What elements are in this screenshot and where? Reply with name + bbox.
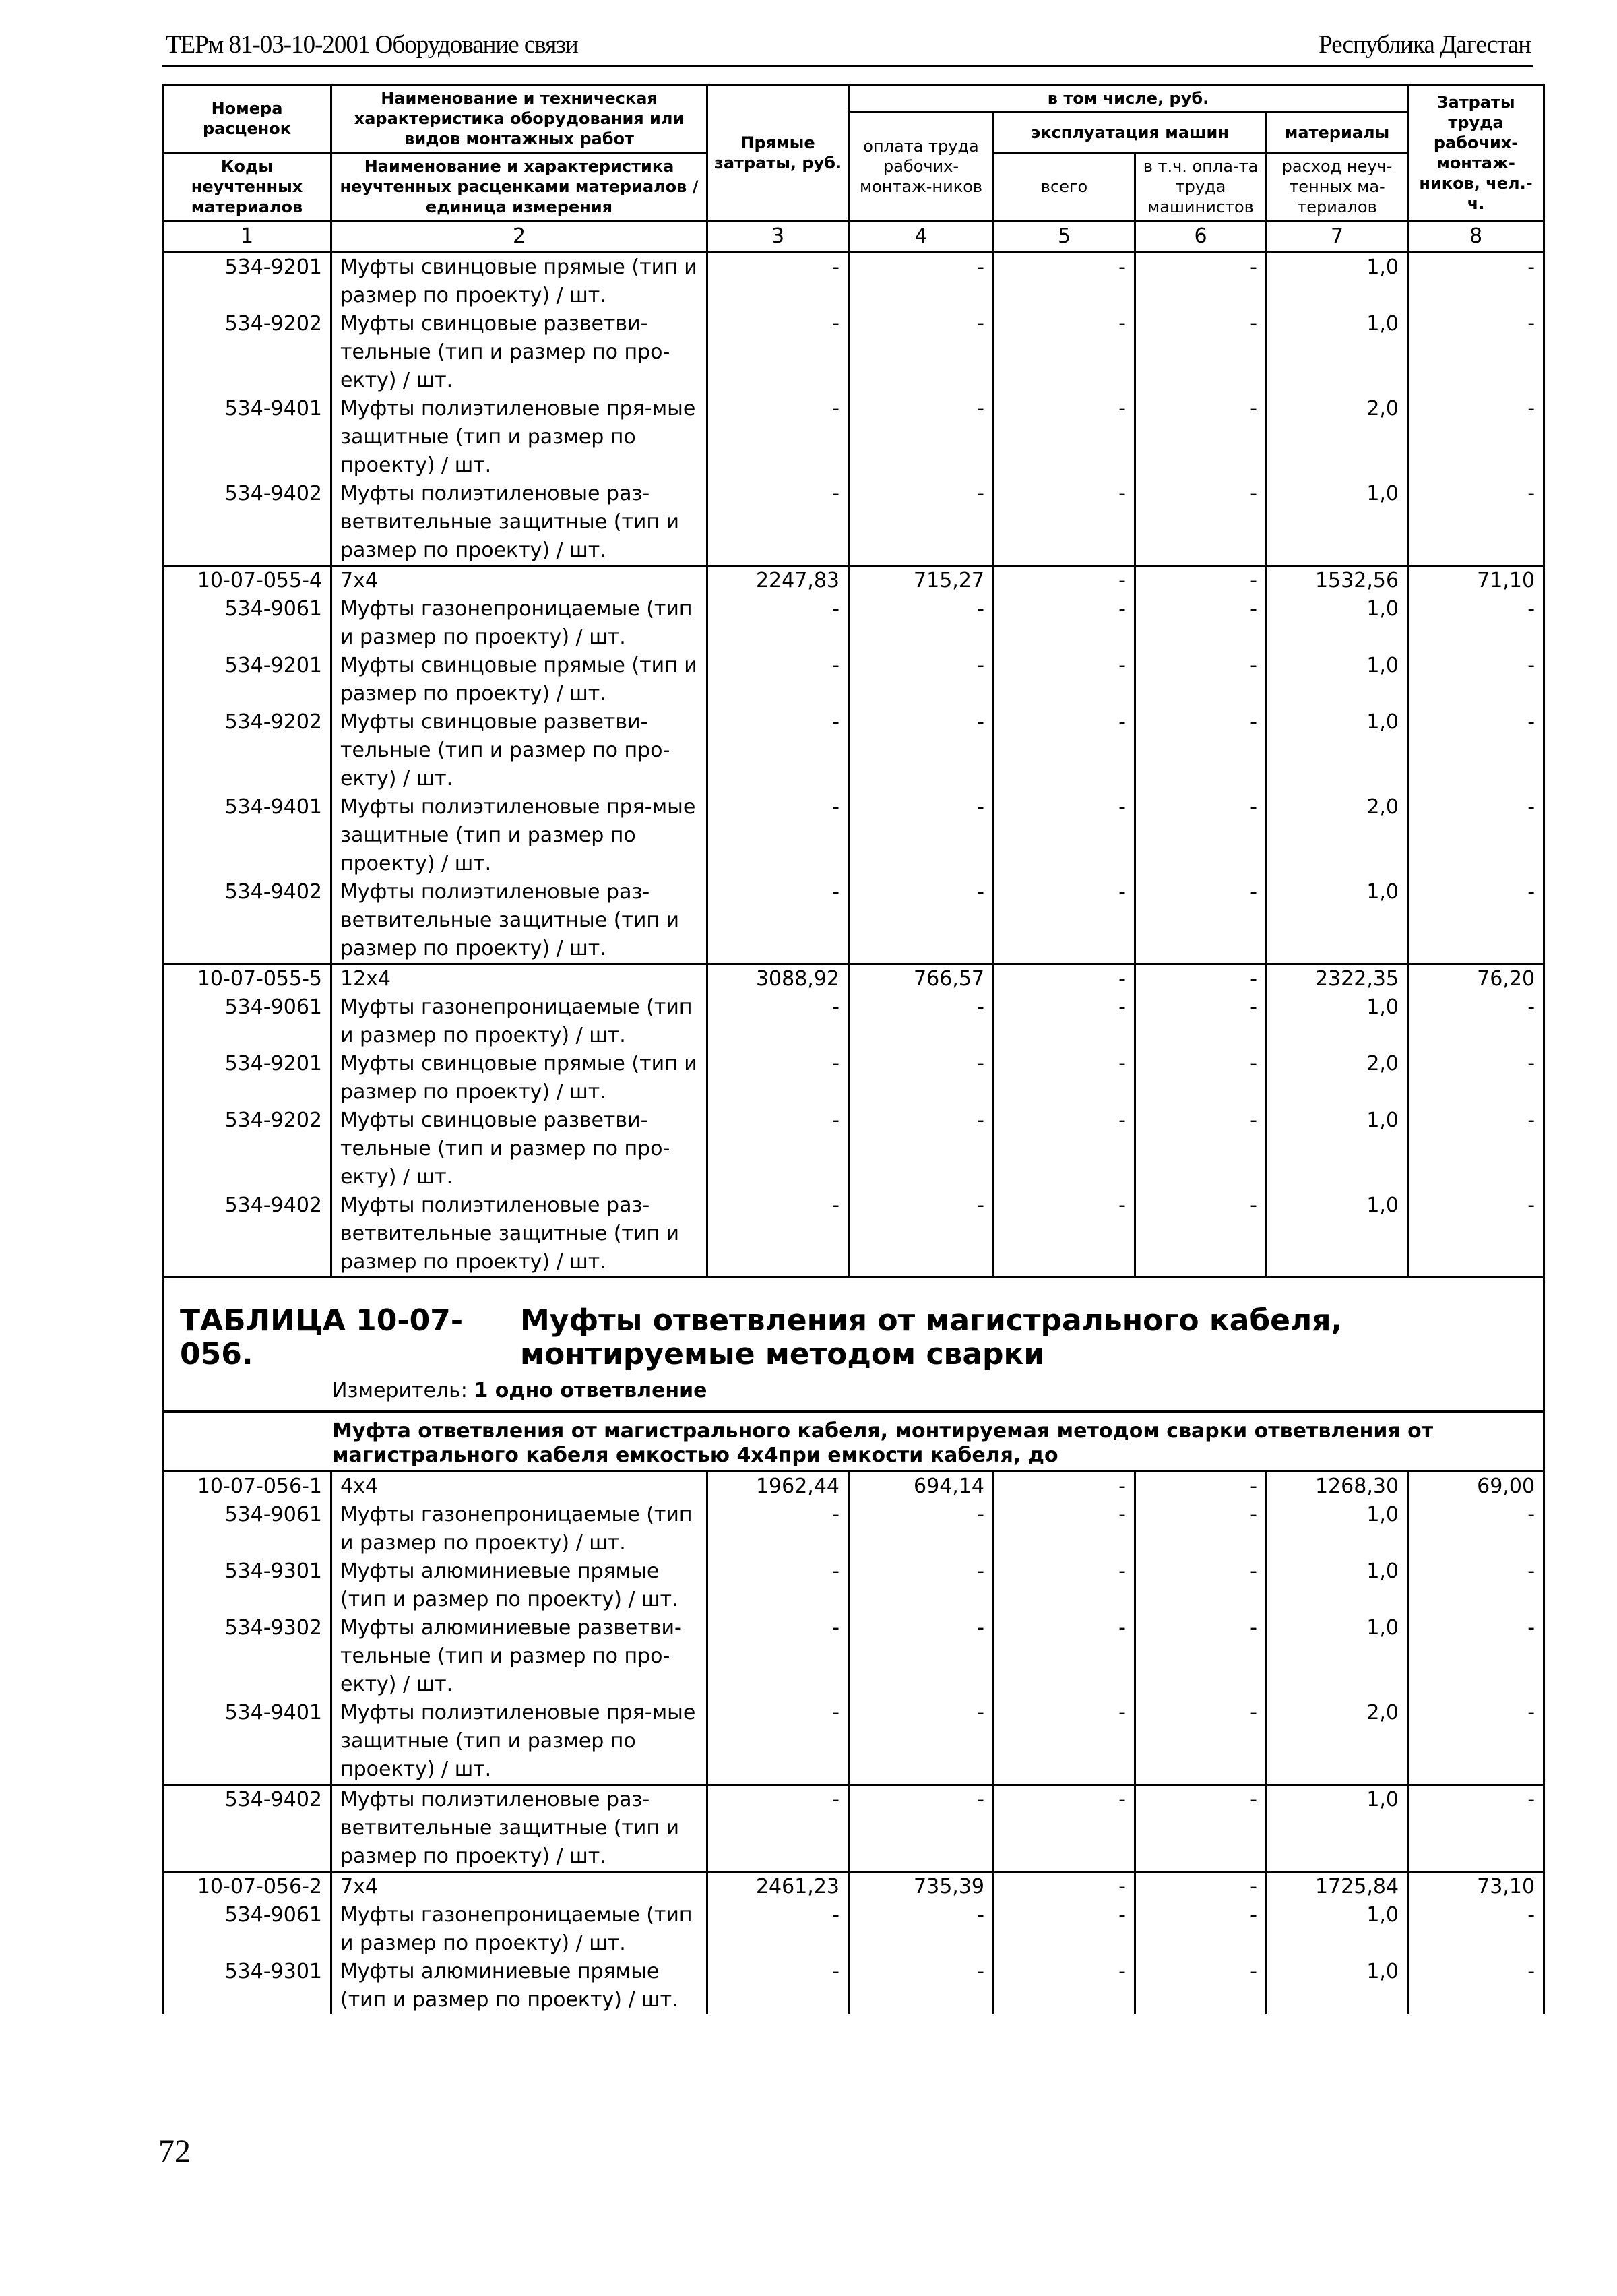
machines-total-cell: -: [994, 480, 1135, 566]
workers-pay-cell: -: [849, 1614, 994, 1699]
table-row: [163, 878, 1544, 964]
column-number: 7: [1267, 221, 1408, 253]
labor-hours-cell: -: [1408, 595, 1544, 652]
rate-name-cell: Муфты свинцовые разветви-тельные (тип и размер по про-екту) / шт.: [331, 310, 707, 395]
machinists-pay-cell: -: [1135, 652, 1267, 708]
table-row: [163, 310, 1544, 395]
table-row: [163, 253, 1544, 311]
labor-hours-cell: -: [1408, 253, 1544, 311]
direct-costs-cell: -: [707, 793, 849, 878]
materials-usage-cell: 2,0: [1267, 395, 1408, 480]
direct-costs-cell: -: [707, 1614, 849, 1699]
machines-total-cell: -: [994, 595, 1135, 652]
table-row: [163, 993, 1544, 1050]
column-number: 8: [1408, 221, 1544, 253]
workers-pay-cell: -: [849, 480, 994, 566]
rate-code-cell: 534-9201: [163, 253, 331, 311]
workers-pay-cell: -: [849, 1050, 994, 1107]
col-header-workers-pay: оплата труда рабочих-монтаж-ников: [849, 113, 994, 221]
labor-hours-cell: -: [1408, 652, 1544, 708]
rate-name-cell: Муфты свинцовые прямые (тип и размер по проекту) / шт.: [331, 253, 707, 311]
labor-hours-cell: -: [1408, 993, 1544, 1050]
materials-usage-cell: 1725,84: [1267, 1872, 1408, 1902]
rate-name-cell: Муфты полиэтиленовые пря-мые защитные (тип и размер по проекту) / шт.: [331, 793, 707, 878]
rates-table-container: [162, 84, 1543, 2014]
materials-usage-cell: 1,0: [1267, 1901, 1408, 1958]
rate-code-cell: 10-07-055-5: [163, 964, 331, 994]
col-header-materials: материалы: [1267, 113, 1408, 153]
materials-usage-cell: 1,0: [1267, 1107, 1408, 1191]
rates-block-5: [163, 1785, 1544, 1872]
labor-hours-cell: -: [1408, 1785, 1544, 1872]
workers-pay-cell: -: [849, 793, 994, 878]
rate-name-cell: Муфты полиэтиленовые раз-ветвительные защитные (тип и размер по проекту) / шт.: [331, 480, 707, 566]
col-header-material-codes: Коды неучтенных материалов: [163, 153, 331, 221]
labor-hours-cell: -: [1408, 1107, 1544, 1191]
rate-code-cell: 534-9402: [163, 480, 331, 566]
table-row: [163, 1050, 1544, 1107]
col-header-machine-operation: эксплуатация машин: [994, 113, 1267, 153]
direct-costs-cell: -: [707, 253, 849, 311]
rate-code-cell: 534-9202: [163, 310, 331, 395]
machinists-pay-cell: -: [1135, 1901, 1267, 1958]
rate-name-cell: 4х4: [331, 1472, 707, 1501]
rate-name-cell: Муфты полиэтиленовые пря-мые защитные (тип и размер по проекту) / шт.: [331, 395, 707, 480]
labor-hours-cell: -: [1408, 793, 1544, 878]
table-row: [163, 1872, 1544, 1902]
group-title: Муфта ответвления от магистрального кабеля, монтируемая методом сварки ответвления от магистрального кабеля емкостью 4х4при емкости кабеля, до: [163, 1412, 1544, 1472]
direct-costs-cell: 2247,83: [707, 566, 849, 596]
rate-code-cell: 534-9061: [163, 1901, 331, 1958]
direct-costs-cell: 2461,23: [707, 1872, 849, 1902]
machinists-pay-cell: -: [1135, 566, 1267, 596]
machinists-pay-cell: -: [1135, 1958, 1267, 2014]
direct-costs-cell: -: [707, 1958, 849, 2014]
header-row-1: [163, 85, 1544, 113]
machines-total-cell: -: [994, 1699, 1135, 1785]
materials-usage-cell: 1,0: [1267, 480, 1408, 566]
workers-pay-cell: -: [849, 253, 994, 311]
col-header-machinists-pay: в т.ч. опла-та труда машинистов: [1135, 153, 1267, 221]
rate-code-cell: 534-9402: [163, 1785, 331, 1872]
labor-hours-cell: -: [1408, 1557, 1544, 1614]
machines-total-cell: -: [994, 253, 1135, 311]
rate-name-cell: Муфты газонепроницаемые (тип и размер по проекту) / шт.: [331, 595, 707, 652]
labor-hours-cell: -: [1408, 1050, 1544, 1107]
rate-name-cell: Муфты полиэтиленовые раз-ветвительные защитные (тип и размер по проекту) / шт.: [331, 878, 707, 964]
column-number: 3: [707, 221, 849, 253]
materials-usage-cell: 1,0: [1267, 993, 1408, 1050]
table-row: [163, 395, 1544, 480]
workers-pay-cell: -: [849, 1107, 994, 1191]
direct-costs-cell: -: [707, 708, 849, 793]
direct-costs-cell: -: [707, 1699, 849, 1785]
machines-total-cell: -: [994, 1785, 1135, 1872]
rates-table: [162, 84, 1545, 2014]
labor-hours-cell: 69,00: [1408, 1472, 1544, 1501]
rate-name-cell: Муфты алюминиевые разветви-тельные (тип и размер по про-екту) / шт.: [331, 1614, 707, 1699]
direct-costs-cell: -: [707, 1501, 849, 1557]
direct-costs-cell: 3088,92: [707, 964, 849, 994]
table-row: [163, 1901, 1544, 1958]
labor-hours-cell: -: [1408, 395, 1544, 480]
workers-pay-cell: -: [849, 652, 994, 708]
workers-pay-cell: -: [849, 1958, 994, 2014]
materials-usage-cell: 1,0: [1267, 1501, 1408, 1557]
materials-usage-cell: 1532,56: [1267, 566, 1408, 596]
table-row: [163, 1785, 1544, 1872]
direct-costs-cell: -: [707, 1557, 849, 1614]
rate-code-cell: 534-9401: [163, 395, 331, 480]
workers-pay-cell: -: [849, 1557, 994, 1614]
table-title-row: [163, 1278, 1544, 1375]
rates-block-3: [163, 964, 1544, 1278]
materials-usage-cell: 1,0: [1267, 1191, 1408, 1278]
machines-total-cell: -: [994, 652, 1135, 708]
labor-hours-cell: -: [1408, 1699, 1544, 1785]
column-number: 1: [163, 221, 331, 253]
materials-usage-cell: 1,0: [1267, 708, 1408, 793]
machines-total-cell: -: [994, 1614, 1135, 1699]
rate-name-cell: 7х4: [331, 566, 707, 596]
machines-total-cell: -: [994, 1107, 1135, 1191]
rate-code-cell: 534-9402: [163, 878, 331, 964]
materials-usage-cell: 1268,30: [1267, 1472, 1408, 1501]
machines-total-cell: -: [994, 1050, 1135, 1107]
direct-costs-cell: -: [707, 652, 849, 708]
col-header-labor-hours: Затраты труда рабочих-монтаж-ников, чел.-ч.: [1408, 85, 1544, 221]
column-number: 2: [331, 221, 707, 253]
labor-hours-cell: 71,10: [1408, 566, 1544, 596]
col-header-including: в том числе, руб.: [849, 85, 1408, 113]
machinists-pay-cell: -: [1135, 793, 1267, 878]
table-row: [163, 964, 1544, 994]
materials-usage-cell: 1,0: [1267, 253, 1408, 311]
materials-usage-cell: 2,0: [1267, 1699, 1408, 1785]
workers-pay-cell: -: [849, 1901, 994, 1958]
table-row: [163, 1557, 1544, 1614]
rate-name-cell: Муфты полиэтиленовые пря-мые защитные (тип и размер по проекту) / шт.: [331, 1699, 707, 1785]
machinists-pay-cell: -: [1135, 595, 1267, 652]
rate-name-cell: Муфты газонепроницаемые (тип и размер по проекту) / шт.: [331, 1501, 707, 1557]
direct-costs-cell: -: [707, 993, 849, 1050]
machines-total-cell: -: [994, 395, 1135, 480]
machines-total-cell: -: [994, 708, 1135, 793]
document-title: ТЕРм 81-03-10-2001 Оборудование связи: [166, 31, 578, 59]
labor-hours-cell: -: [1408, 1958, 1544, 2014]
labor-hours-cell: -: [1408, 310, 1544, 395]
workers-pay-cell: 766,57: [849, 964, 994, 994]
machines-total-cell: -: [994, 1872, 1135, 1902]
machinists-pay-cell: -: [1135, 1557, 1267, 1614]
direct-costs-cell: -: [707, 1107, 849, 1191]
table-row: [163, 480, 1544, 566]
direct-costs-cell: -: [707, 395, 849, 480]
machinists-pay-cell: -: [1135, 1501, 1267, 1557]
materials-usage-cell: 1,0: [1267, 595, 1408, 652]
rate-name-cell: Муфты свинцовые прямые (тип и размер по проекту) / шт.: [331, 652, 707, 708]
rate-code-cell: 534-9061: [163, 993, 331, 1050]
table-row: [163, 1501, 1544, 1557]
direct-costs-cell: -: [707, 1785, 849, 1872]
direct-costs-cell: 1962,44: [707, 1472, 849, 1501]
machinists-pay-cell: -: [1135, 708, 1267, 793]
direct-costs-cell: -: [707, 1191, 849, 1278]
running-header: [162, 23, 1533, 67]
table-row: [163, 793, 1544, 878]
machines-total-cell: -: [994, 566, 1135, 596]
direct-costs-cell: -: [707, 480, 849, 566]
group-title-row: [163, 1412, 1544, 1472]
rate-code-cell: 534-9401: [163, 793, 331, 878]
col-header-material-names: Наименование и характеристика неучтенных расценками материалов / единица измерения: [331, 153, 707, 221]
machines-total-cell: -: [994, 1191, 1135, 1278]
machinists-pay-cell: -: [1135, 395, 1267, 480]
table-row: [163, 1191, 1544, 1278]
rate-name-cell: Муфты свинцовые разветви-тельные (тип и размер по про-екту) / шт.: [331, 708, 707, 793]
col-header-work-name: Наименование и техническая характеристика оборудования или видов монтажных работ: [331, 85, 707, 153]
rate-code-cell: 534-9201: [163, 1050, 331, 1107]
machines-total-cell: -: [994, 878, 1135, 964]
machinists-pay-cell: -: [1135, 1872, 1267, 1902]
materials-usage-cell: 1,0: [1267, 310, 1408, 395]
machinists-pay-cell: -: [1135, 993, 1267, 1050]
rate-code-cell: 534-9402: [163, 1191, 331, 1278]
direct-costs-cell: -: [707, 1901, 849, 1958]
workers-pay-cell: -: [849, 395, 994, 480]
table-title: [163, 1278, 1544, 1375]
table-unit: [163, 1374, 1544, 1412]
machines-total-cell: -: [994, 1472, 1135, 1501]
materials-usage-cell: 1,0: [1267, 1785, 1408, 1872]
table-title-label: ТАБЛИЦА 10-07-056.: [180, 1303, 464, 1371]
direct-costs-cell: -: [707, 1050, 849, 1107]
workers-pay-cell: -: [849, 1191, 994, 1278]
workers-pay-cell: 735,39: [849, 1872, 994, 1902]
rate-code-cell: 534-9061: [163, 1501, 331, 1557]
workers-pay-cell: -: [849, 595, 994, 652]
rates-block-1: [163, 253, 1544, 566]
labor-hours-cell: -: [1408, 1191, 1544, 1278]
workers-pay-cell: -: [849, 310, 994, 395]
machinists-pay-cell: -: [1135, 1472, 1267, 1501]
machinists-pay-cell: -: [1135, 1785, 1267, 1872]
rate-code-cell: 534-9061: [163, 595, 331, 652]
table-row: [163, 1472, 1544, 1501]
column-number: 5: [994, 221, 1135, 253]
column-numbers-row: [163, 221, 1544, 253]
rate-name-cell: Муфты полиэтиленовые раз-ветвительные защитные (тип и размер по проекту) / шт.: [331, 1191, 707, 1278]
materials-usage-cell: 1,0: [1267, 878, 1408, 964]
table-title-text: Муфты ответвления от магистрального кабеля, монтируемые методом сварки: [520, 1303, 1343, 1371]
workers-pay-cell: -: [849, 1699, 994, 1785]
machines-total-cell: -: [994, 964, 1135, 994]
labor-hours-cell: 76,20: [1408, 964, 1544, 994]
page-number: 72: [158, 2134, 191, 2169]
rates-block-2: [163, 566, 1544, 964]
col-header-materials-usage: расход неуч-тенных ма-териалов: [1267, 153, 1408, 221]
rate-name-cell: 12х4: [331, 964, 707, 994]
labor-hours-cell: -: [1408, 878, 1544, 964]
workers-pay-cell: 715,27: [849, 566, 994, 596]
table-row: [163, 708, 1544, 793]
materials-usage-cell: 1,0: [1267, 652, 1408, 708]
materials-usage-cell: 2322,35: [1267, 964, 1408, 994]
labor-hours-cell: -: [1408, 708, 1544, 793]
materials-usage-cell: 2,0: [1267, 1050, 1408, 1107]
col-header-machines-total: всего: [994, 153, 1135, 221]
rate-code-cell: 534-9302: [163, 1614, 331, 1699]
workers-pay-cell: 694,14: [849, 1472, 994, 1501]
col-header-direct-costs: Прямые затраты, руб.: [707, 85, 849, 221]
materials-usage-cell: 1,0: [1267, 1614, 1408, 1699]
column-number: 4: [849, 221, 994, 253]
machinists-pay-cell: -: [1135, 310, 1267, 395]
materials-usage-cell: 1,0: [1267, 1557, 1408, 1614]
machines-total-cell: -: [994, 793, 1135, 878]
workers-pay-cell: -: [849, 993, 994, 1050]
rate-code-cell: 534-9301: [163, 1958, 331, 2014]
rate-code-cell: 534-9202: [163, 708, 331, 793]
col-header-rates-numbers: Номера расценок: [163, 85, 331, 153]
machinists-pay-cell: -: [1135, 964, 1267, 994]
rate-code-cell: 534-9201: [163, 652, 331, 708]
workers-pay-cell: -: [849, 878, 994, 964]
rate-name-cell: Муфты свинцовые прямые (тип и размер по проекту) / шт.: [331, 1050, 707, 1107]
labor-hours-cell: 73,10: [1408, 1872, 1544, 1902]
rate-code-cell: 10-07-055-4: [163, 566, 331, 596]
table-row: [163, 652, 1544, 708]
rates-block-4: [163, 1472, 1544, 1785]
workers-pay-cell: -: [849, 708, 994, 793]
rate-name-cell: Муфты полиэтиленовые раз-ветвительные защитные (тип и размер по проекту) / шт.: [331, 1785, 707, 1872]
rate-code-cell: 10-07-056-1: [163, 1472, 331, 1501]
unit-label: Измеритель:: [332, 1379, 468, 1402]
machinists-pay-cell: -: [1135, 1107, 1267, 1191]
workers-pay-cell: -: [849, 1785, 994, 1872]
rate-code-cell: 534-9401: [163, 1699, 331, 1785]
labor-hours-cell: -: [1408, 1614, 1544, 1699]
column-number: 6: [1135, 221, 1267, 253]
materials-usage-cell: 2,0: [1267, 793, 1408, 878]
machinists-pay-cell: -: [1135, 1614, 1267, 1699]
table-row: [163, 1614, 1544, 1699]
machines-total-cell: -: [994, 1557, 1135, 1614]
table-row: [163, 1699, 1544, 1785]
machinists-pay-cell: -: [1135, 480, 1267, 566]
machines-total-cell: -: [994, 310, 1135, 395]
direct-costs-cell: -: [707, 310, 849, 395]
rates-block-6: [163, 1872, 1544, 2015]
labor-hours-cell: -: [1408, 1501, 1544, 1557]
machinists-pay-cell: -: [1135, 1699, 1267, 1785]
rate-code-cell: 10-07-056-2: [163, 1872, 331, 1902]
table-row: [163, 566, 1544, 596]
machinists-pay-cell: -: [1135, 1050, 1267, 1107]
rate-name-cell: Муфты свинцовые разветви-тельные (тип и размер по про-екту) / шт.: [331, 1107, 707, 1191]
rate-name-cell: 7х4: [331, 1872, 707, 1902]
machinists-pay-cell: -: [1135, 253, 1267, 311]
labor-hours-cell: -: [1408, 480, 1544, 566]
labor-hours-cell: -: [1408, 1901, 1544, 1958]
machines-total-cell: -: [994, 1901, 1135, 1958]
machines-total-cell: -: [994, 993, 1135, 1050]
machines-total-cell: -: [994, 1501, 1135, 1557]
rate-name-cell: Муфты алюминиевые прямые (тип и размер по проекту) / шт.: [331, 1958, 707, 2014]
direct-costs-cell: -: [707, 878, 849, 964]
unit-value: 1 одно ответвление: [474, 1379, 707, 1402]
table-title-section: [163, 1278, 1544, 1472]
rate-name-cell: Муфты алюминиевые прямые (тип и размер по проекту) / шт.: [331, 1557, 707, 1614]
table-row: [163, 1107, 1544, 1191]
direct-costs-cell: -: [707, 595, 849, 652]
table-row: [163, 1958, 1544, 2014]
machinists-pay-cell: -: [1135, 878, 1267, 964]
rate-code-cell: 534-9301: [163, 1557, 331, 1614]
materials-usage-cell: 1,0: [1267, 1958, 1408, 2014]
rate-code-cell: 534-9202: [163, 1107, 331, 1191]
rate-name-cell: Муфты газонепроницаемые (тип и размер по проекту) / шт.: [331, 993, 707, 1050]
workers-pay-cell: -: [849, 1501, 994, 1557]
region-name: Республика Дагестан: [1319, 31, 1531, 59]
table-row: [163, 595, 1544, 652]
machinists-pay-cell: -: [1135, 1191, 1267, 1278]
rate-name-cell: Муфты газонепроницаемые (тип и размер по проекту) / шт.: [331, 1901, 707, 1958]
machines-total-cell: -: [994, 1958, 1135, 2014]
table-unit-row: [163, 1374, 1544, 1412]
